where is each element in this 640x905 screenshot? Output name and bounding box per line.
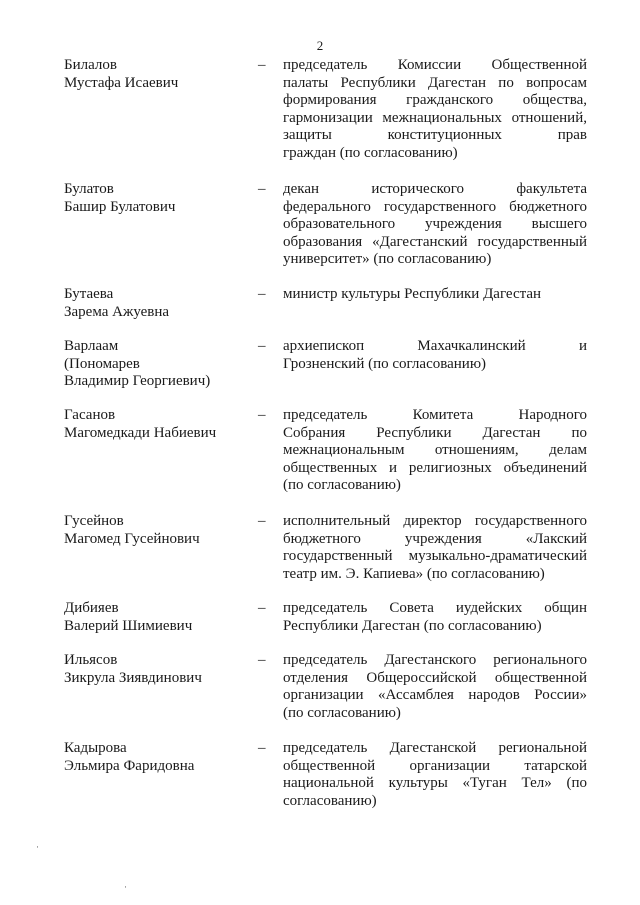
position-line: (по согласованию) (283, 477, 401, 493)
position-line: национальной культуры «Туган Тел» (по (283, 775, 587, 791)
member-name (64, 652, 254, 687)
name-line: Валерий Шимиевич (64, 617, 193, 634)
name-line: Булатов (64, 181, 114, 197)
position-line: общественной организации татарской (283, 757, 587, 774)
name-line: Владимир Георгиевич) (64, 373, 211, 389)
name-line: Мустафа Исаевич (64, 74, 179, 91)
dash-separator: – (258, 652, 266, 668)
dash-separator: – (258, 513, 266, 529)
name-line: Эльмира Фаридовна (64, 757, 195, 774)
position-line: театр им. Э. Капиева» (по согласованию) (283, 565, 545, 582)
member-name (64, 181, 254, 216)
member-name (64, 286, 254, 321)
position-line: председатель Комиссии Общественной (283, 57, 587, 73)
position-line: палаты Республики Дагестан по вопросам (283, 74, 587, 91)
name-line: Магомедкади Набиевич (64, 424, 217, 441)
position-line: организации «Ассамблея народов России» (283, 687, 587, 703)
name-line: Гусейнов (64, 513, 124, 529)
name-line: Магомед Гусейнович (64, 530, 200, 547)
page-number: 2 (316, 38, 324, 53)
name-line: Кадырова (64, 740, 127, 756)
dash-separator: – (258, 600, 266, 616)
position-line: образовательного учреждения высшего (283, 216, 587, 232)
position-line: согласованию) (283, 792, 377, 809)
dash-separator: – (258, 740, 266, 756)
position-line: бюджетного учреждения «Лакский (283, 530, 587, 547)
position-line: университет» (по согласованию) (283, 251, 492, 267)
member-position (283, 181, 587, 269)
position-line: председатель Комитета Народного (283, 407, 587, 423)
position-line: председатель Дагестанского регионального (283, 652, 587, 668)
scan-speck: · (124, 882, 127, 892)
name-line: Дибияев (64, 600, 119, 616)
dash-separator: – (258, 286, 266, 302)
position-line: министр культуры Республики Дагестан (283, 286, 542, 302)
position-line: отделения Общероссийской общественной (283, 669, 587, 686)
position-line: гармонизации межнациональных отношений, (283, 109, 587, 126)
member-position (283, 338, 587, 373)
position-line: председатель Совета иудейских общин (283, 600, 587, 616)
position-line: Собрания Республики Дагестан по (283, 424, 587, 441)
position-line: межнациональным отношениям, делам (283, 442, 587, 458)
position-line: граждан (по согласованию) (283, 144, 458, 161)
name-line: Гасанов (64, 407, 116, 423)
position-line: защиты конституционных прав (283, 127, 587, 143)
position-line: Грозненский (по согласованию) (283, 355, 487, 372)
position-line: федерального государственного бюджетного (283, 198, 587, 215)
name-line: Зикрула Зиявдинович (64, 669, 202, 686)
position-line: исполнительный директор государственного (283, 513, 587, 529)
member-name (64, 740, 254, 775)
name-line: Зарема Ажуевна (64, 303, 170, 320)
member-name (64, 600, 254, 635)
name-line: Варлаам (64, 338, 119, 354)
position-line: декан исторического факультета (283, 181, 587, 197)
name-line: Бутаева (64, 286, 114, 302)
position-line: Республики Дагестан (по согласованию) (283, 617, 542, 634)
member-position (283, 740, 587, 810)
dash-separator: – (258, 57, 266, 73)
name-line: Билалов (64, 57, 117, 73)
scan-speck: · (36, 842, 39, 852)
position-line: архиепископ Махачкалинский и (283, 338, 587, 354)
position-line: государственный музыкально-драматический (283, 548, 587, 564)
dash-separator: – (258, 181, 266, 197)
member-position (283, 407, 587, 495)
member-position (283, 652, 587, 722)
name-line: (Пономарев (64, 355, 140, 372)
dash-separator: – (258, 338, 266, 354)
member-position (283, 57, 587, 162)
member-name (64, 57, 254, 92)
member-name (64, 407, 254, 442)
dash-separator: – (258, 407, 266, 423)
member-position (283, 600, 587, 635)
member-name (64, 513, 254, 548)
member-position (283, 513, 587, 583)
position-line: председатель Дагестанской региональной (283, 740, 587, 756)
name-line: Ильясов (64, 652, 118, 668)
member-position (283, 286, 587, 304)
position-line: (по согласованию) (283, 704, 401, 721)
position-line: образования «Дагестанский государственный (283, 233, 587, 250)
position-line: общественных и религиозных объединений (283, 459, 587, 476)
member-name (64, 338, 254, 391)
position-line: формирования гражданского общества, (283, 92, 587, 108)
name-line: Башир Булатович (64, 198, 176, 215)
